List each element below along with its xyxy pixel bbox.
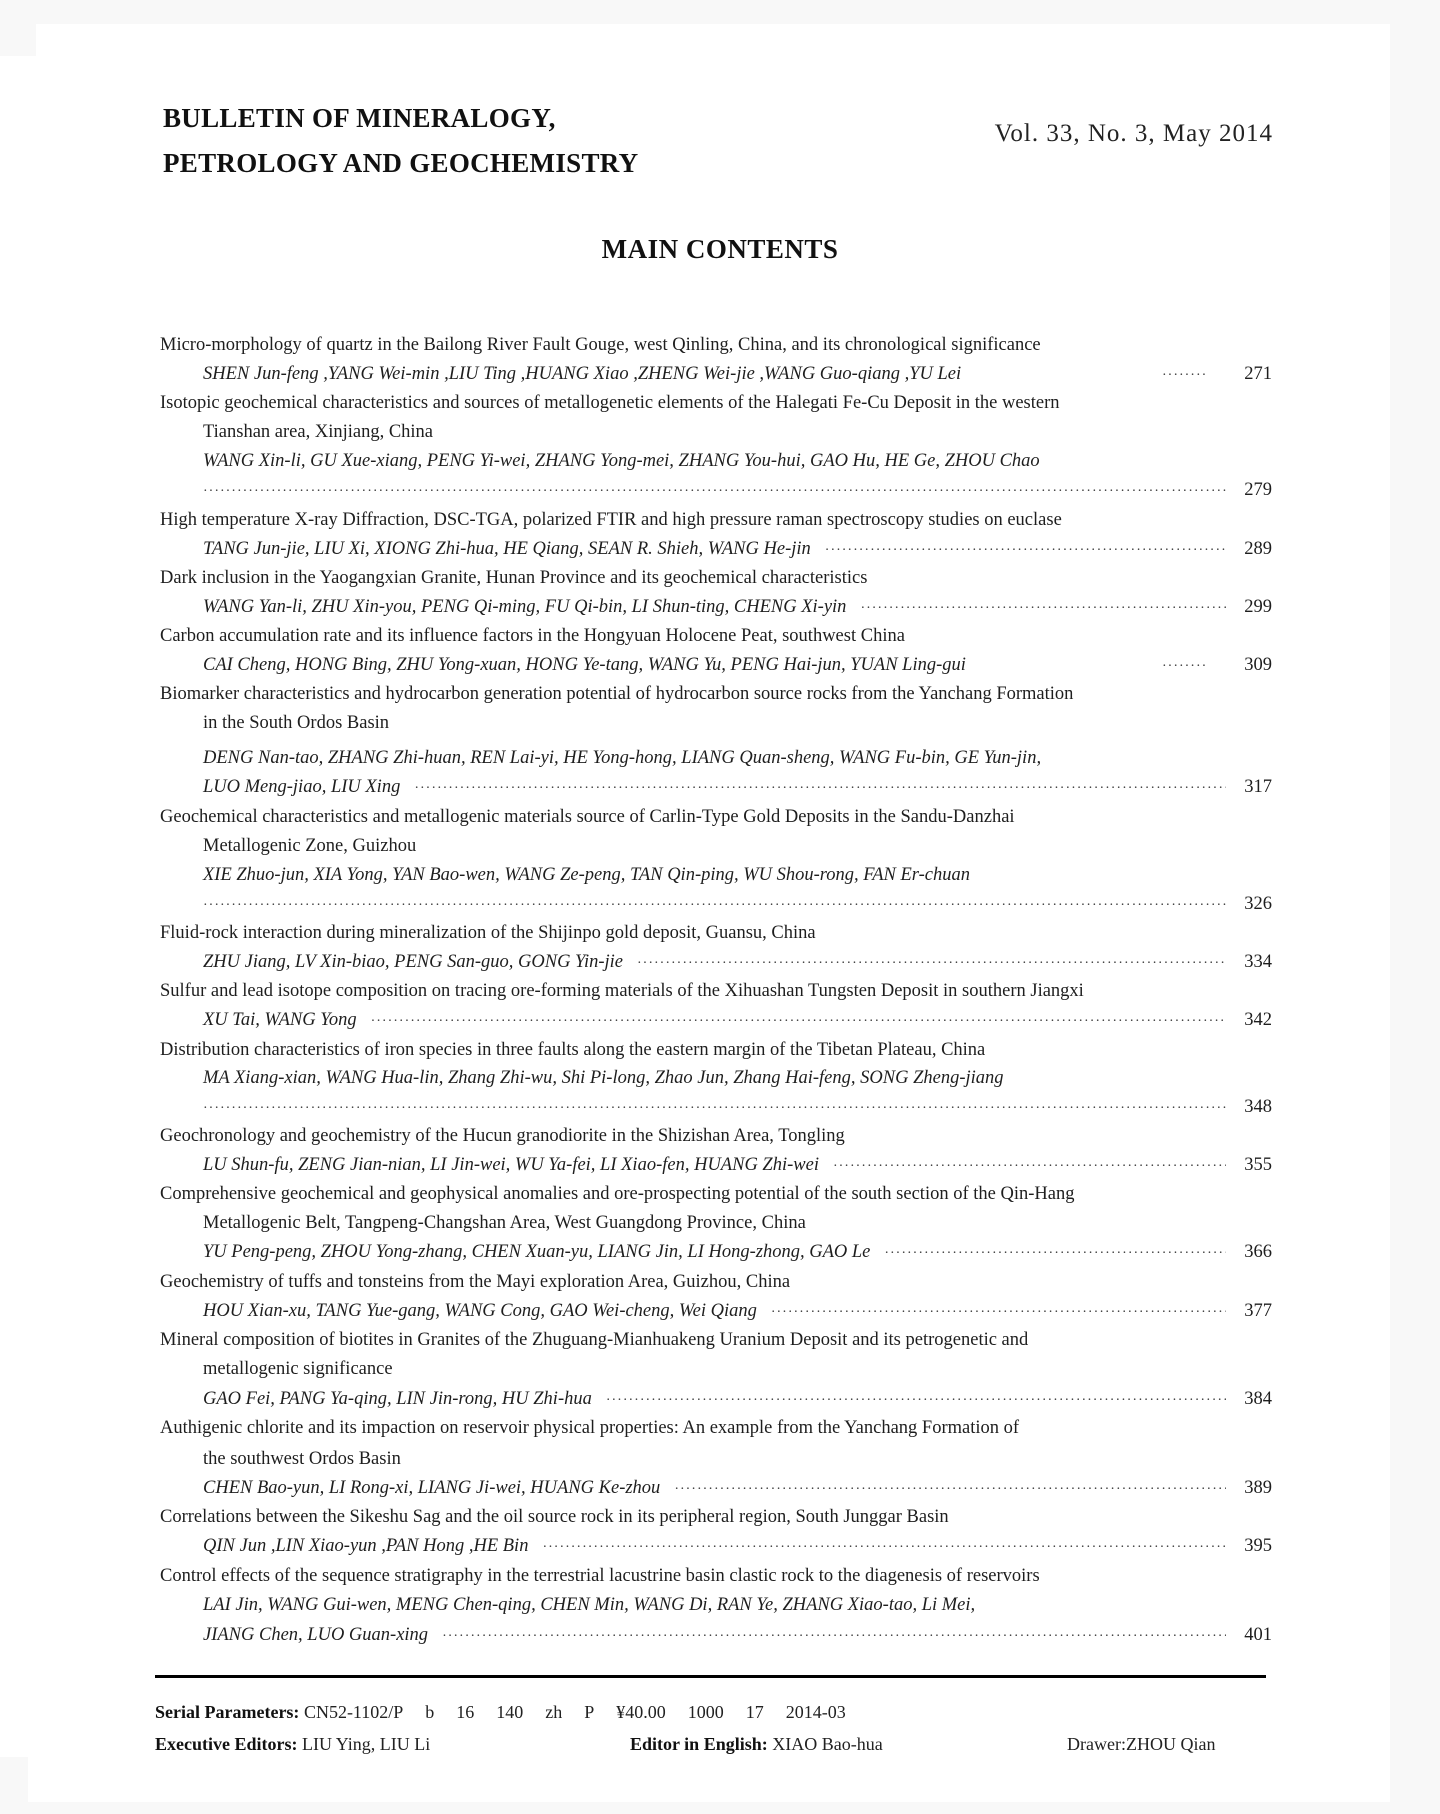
serial-value: b xyxy=(425,1702,435,1722)
page-number[interactable]: 289 xyxy=(1244,539,1272,559)
article-title: Dark inclusion in the Yaogangxian Granite, Hunan Province and its geochemical characteristics xyxy=(160,568,868,588)
dot-leader xyxy=(203,1094,1226,1123)
article-authors: WANG Yan-li, ZHU Xin-you, PENG Qi-ming, FU Qi-bin, LI Shun-ting, CHENG Xi-yin xyxy=(203,597,847,617)
drawer-value: ZHOU Qian xyxy=(1125,1734,1216,1754)
toc-entry-row[interactable] xyxy=(203,1093,1272,1122)
dot-leader xyxy=(542,1533,1226,1562)
article-title: Geochemical characteristics and metallogenic materials source of Carlin-Type Gold Deposits in the Sandu-Danzhai xyxy=(160,807,1015,827)
serial-value: 140 xyxy=(496,1702,524,1722)
page-sheet-margin xyxy=(0,56,36,1757)
toc-entry-row[interactable] xyxy=(203,1006,1272,1035)
toc-entry-row[interactable] xyxy=(203,1297,1272,1326)
article-title: Sulfur and lead isotope composition on tracing ore-forming materials of the Xihuashan Tungsten Deposit in southern Jiangxi xyxy=(160,981,1084,1001)
article-authors: GAO Fei, PANG Ya-qing, LIN Jin-rong, HU Zhi-hua xyxy=(203,1389,592,1409)
toc-entry-row[interactable] xyxy=(203,476,1272,505)
page-number[interactable]: 348 xyxy=(1244,1097,1272,1117)
toc-entry-row[interactable] xyxy=(203,1151,1272,1180)
article-title: Control effects of the sequence stratigraphy in the terrestrial lacustrine basin clastic rock to the diagenesis of reservoirs xyxy=(160,1566,1040,1586)
serial-parameters-values xyxy=(304,1702,868,1722)
article-authors: XIE Zhuo-jun, XIA Yong, YAN Bao-wen, WANG Ze-peng, TAN Qin-ping, WU Shou-rong, FAN Er-chuan xyxy=(203,865,970,885)
main-contents-heading: MAIN CONTENTS xyxy=(601,234,839,264)
toc-entry-row[interactable] xyxy=(203,593,1272,622)
dot-leader xyxy=(860,594,1226,623)
dot-leader xyxy=(825,536,1226,565)
page-number[interactable]: 334 xyxy=(1244,952,1272,972)
serial-value: ¥40.00 xyxy=(616,1702,666,1722)
author-line xyxy=(203,744,1041,773)
article-authors: LUO Meng-jiao, LIU Xing xyxy=(203,777,401,797)
toc-entry-row[interactable] xyxy=(203,890,1272,919)
journal-title xyxy=(163,96,638,186)
toc-entry-row[interactable] xyxy=(203,1385,1272,1414)
author-line xyxy=(203,447,1040,476)
serial-value: 2014-03 xyxy=(785,1702,846,1722)
page-number[interactable]: 326 xyxy=(1244,894,1272,914)
page-number[interactable]: 377 xyxy=(1244,1301,1272,1321)
journal-title-line: BULLETIN OF MINERALOGY, xyxy=(163,103,556,133)
dot-leader xyxy=(771,1298,1226,1327)
dot-leader xyxy=(371,1007,1226,1036)
serial-parameters-label: Serial Parameters: xyxy=(155,1702,300,1722)
toc-entry-row[interactable] xyxy=(203,360,1272,389)
dot-leader xyxy=(1162,652,1208,681)
serial-value: CN52-1102/P xyxy=(303,1702,404,1722)
page-number[interactable]: 309 xyxy=(1244,655,1272,675)
page-number[interactable]: 317 xyxy=(1244,777,1272,797)
editor-in-english-label: Editor in English: xyxy=(630,1734,768,1754)
footer-divider xyxy=(155,1675,1266,1678)
page-number[interactable]: 342 xyxy=(1244,1010,1272,1030)
author-line xyxy=(203,1591,975,1620)
author-line xyxy=(203,1064,1004,1093)
article-title: High temperature X-ray Diffraction, DSC-TGA, polarized FTIR and high pressure raman spectroscopy studies on euclase xyxy=(160,510,1062,530)
page-number[interactable]: 395 xyxy=(1244,1536,1272,1556)
article-title: Geochronology and geochemistry of the Hucun granodiorite in the Shizishan Area, Tongling xyxy=(160,1126,845,1146)
page-number[interactable]: 279 xyxy=(1244,480,1272,500)
journal-title-line: PETROLOGY AND GEOCHEMISTRY xyxy=(163,148,639,178)
article-title: Mineral composition of biotites in Granites of the Zhuguang-Mianhuakeng Uranium Deposit and its petrogenetic and xyxy=(160,1330,1029,1350)
article-title-continued: metallogenic significance xyxy=(203,1359,393,1379)
author-line xyxy=(203,861,970,890)
article-title-continued: Tianshan area, Xinjiang, China xyxy=(203,422,434,442)
dot-leader xyxy=(203,891,1226,920)
article-authors: WANG Xin-li, GU Xue-xiang, PENG Yi-wei, ZHANG Yong-mei, ZHANG You-hui, GAO Hu, HE Ge, ZHOU Chao xyxy=(203,451,1040,471)
page-number[interactable]: 384 xyxy=(1244,1389,1272,1409)
toc-entry-row[interactable] xyxy=(203,535,1272,564)
article-authors: YU Peng-peng, ZHOU Yong-zhang, CHEN Xuan-yu, LIANG Jin, LI Hong-zhong, GAO Le xyxy=(203,1242,871,1262)
executive-editors-value: LIU Ying, LIU Li xyxy=(301,1734,431,1754)
editor-in-english xyxy=(630,1729,883,1759)
executive-editors-label: Executive Editors: xyxy=(155,1734,298,1754)
article-authors: JIANG Chen, LUO Guan-xing xyxy=(203,1625,429,1645)
article-title: Distribution characteristics of iron species in three faults along the eastern margin of the Tibetan Plateau, China xyxy=(160,1040,986,1060)
drawer xyxy=(1067,1729,1215,1759)
article-title-continued: the southwest Ordos Basin xyxy=(203,1449,401,1469)
article-title: Biomarker characteristics and hydrocarbon generation potential of hydrocarbon source rocks from the Yanchang Formation xyxy=(160,684,1074,704)
article-title-continued: Metallogenic Zone, Guizhou xyxy=(203,836,417,856)
article-title-continued: Metallogenic Belt, Tangpeng-Changshan Area, West Guangdong Province, China xyxy=(203,1213,806,1233)
dot-leader xyxy=(442,1622,1226,1651)
article-authors: DENG Nan-tao, ZHANG Zhi-huan, REN Lai-yi, HE Yong-hong, LIANG Quan-sheng, WANG Fu-bin, GE Yun-jin, xyxy=(203,748,1042,768)
dot-leader xyxy=(833,1152,1226,1181)
article-title: Correlations between the Sikeshu Sag and the oil source rock in its peripheral region, South Junggar Basin xyxy=(160,1507,949,1527)
serial-value: 17 xyxy=(745,1702,764,1722)
article-authors: TANG Jun-jie, LIU Xi, XIONG Zhi-hua, HE Qiang, SEAN R. Shieh, WANG He-jin xyxy=(203,539,811,559)
drawer-label: Drawer: xyxy=(1067,1734,1126,1754)
article-authors: QIN Jun ,LIN Xiao-yun ,PAN Hong ,HE Bin xyxy=(203,1536,529,1556)
page-number[interactable]: 355 xyxy=(1244,1155,1272,1175)
page-number[interactable]: 389 xyxy=(1244,1478,1272,1498)
dot-leader xyxy=(884,1239,1226,1268)
article-title-continued: in the South Ordos Basin xyxy=(203,713,390,733)
page-number[interactable]: 271 xyxy=(1244,364,1272,384)
article-title: Comprehensive geochemical and geophysical anomalies and ore-prospecting potential of the south section of the Qin-Hang xyxy=(160,1184,1075,1204)
dot-leader xyxy=(414,774,1226,803)
toc-entry-row[interactable] xyxy=(203,1474,1272,1503)
article-title: Fluid-rock interaction during mineralization of the Shijinpo gold deposit, Guansu, China xyxy=(160,923,816,943)
page-number[interactable]: 401 xyxy=(1244,1625,1272,1645)
serial-parameters xyxy=(155,1697,868,1727)
article-authors: CHEN Bao-yun, LI Rong-xi, LIANG Ji-wei, HUANG Ke-zhou xyxy=(203,1478,661,1498)
toc-entry-row[interactable] xyxy=(203,1238,1272,1267)
article-authors: LAI Jin, WANG Gui-wen, MENG Chen-qing, CHEN Min, WANG Di, RAN Ye, ZHANG Xiao-tao, Li Mei, xyxy=(203,1595,976,1615)
dot-leader xyxy=(203,477,1226,506)
article-authors: LU Shun-fu, ZENG Jian-nian, LI Jin-wei, WU Ya-fei, LI Xiao-fen, HUANG Zhi-wei xyxy=(203,1155,819,1175)
toc-entry-row[interactable] xyxy=(203,651,1272,680)
toc-entry-row[interactable] xyxy=(203,1532,1272,1561)
toc-entry-row[interactable] xyxy=(203,948,1272,977)
toc-entry-row[interactable] xyxy=(203,773,1272,802)
article-authors: XU Tai, WANG Yong xyxy=(203,1010,357,1030)
serial-value: 1000 xyxy=(687,1702,724,1722)
dot-leader xyxy=(1162,361,1208,390)
issue-info: Vol. 33, No. 3, May 2014 xyxy=(994,120,1273,147)
toc-entry-row[interactable] xyxy=(203,1621,1272,1650)
article-title: Authigenic chlorite and its impaction on reservoir physical properties: An example from the Yanchang Formation of xyxy=(160,1418,1020,1438)
serial-value: 16 xyxy=(456,1702,475,1722)
article-title: Micro-morphology of quartz in the Bailong River Fault Gouge, west Qinling, China, and its chronological significance xyxy=(160,335,1041,355)
article-authors: MA Xiang-xian, WANG Hua-lin, Zhang Zhi-wu, Shi Pi-long, Zhao Jun, Zhang Hai-feng, SONG Zheng-jiang xyxy=(203,1068,1004,1088)
article-authors: SHEN Jun-feng ,YANG Wei-min ,LIU Ting ,HUANG Xiao ,ZHENG Wei-jie ,WANG Guo-qiang ,YU Lei xyxy=(203,364,962,384)
serial-value: P xyxy=(584,1702,595,1722)
serial-value: zh xyxy=(545,1702,563,1722)
dot-leader xyxy=(674,1475,1226,1504)
dot-leader xyxy=(637,949,1226,978)
dot-leader xyxy=(606,1386,1226,1415)
page-number[interactable]: 299 xyxy=(1244,597,1272,617)
page-number[interactable]: 366 xyxy=(1244,1242,1272,1262)
article-title: Carbon accumulation rate and its influence factors in the Hongyuan Holocene Peat, southwest China xyxy=(160,626,905,646)
executive-editors xyxy=(155,1729,430,1759)
article-title: Geochemistry of tuffs and tonsteins from the Mayi exploration Area, Guizhou, China xyxy=(160,1272,791,1292)
article-authors: HOU Xian-xu, TANG Yue-gang, WANG Cong, GAO Wei-cheng, Wei Qiang xyxy=(203,1301,757,1321)
article-title: Isotopic geochemical characteristics and sources of metallogenetic elements of the Halegati Fe-Cu Deposit in the western xyxy=(160,393,1060,413)
article-authors: CAI Cheng, HONG Bing, ZHU Yong-xuan, HONG Ye-tang, WANG Yu, PENG Hai-jun, YUAN Ling-gui xyxy=(203,655,966,675)
editor-in-english-value: XIAO Bao-hua xyxy=(772,1734,883,1754)
page-sheet-margin xyxy=(28,1757,1390,1802)
article-authors: ZHU Jiang, LV Xin-biao, PENG San-guo, GONG Yin-jie xyxy=(203,952,624,972)
